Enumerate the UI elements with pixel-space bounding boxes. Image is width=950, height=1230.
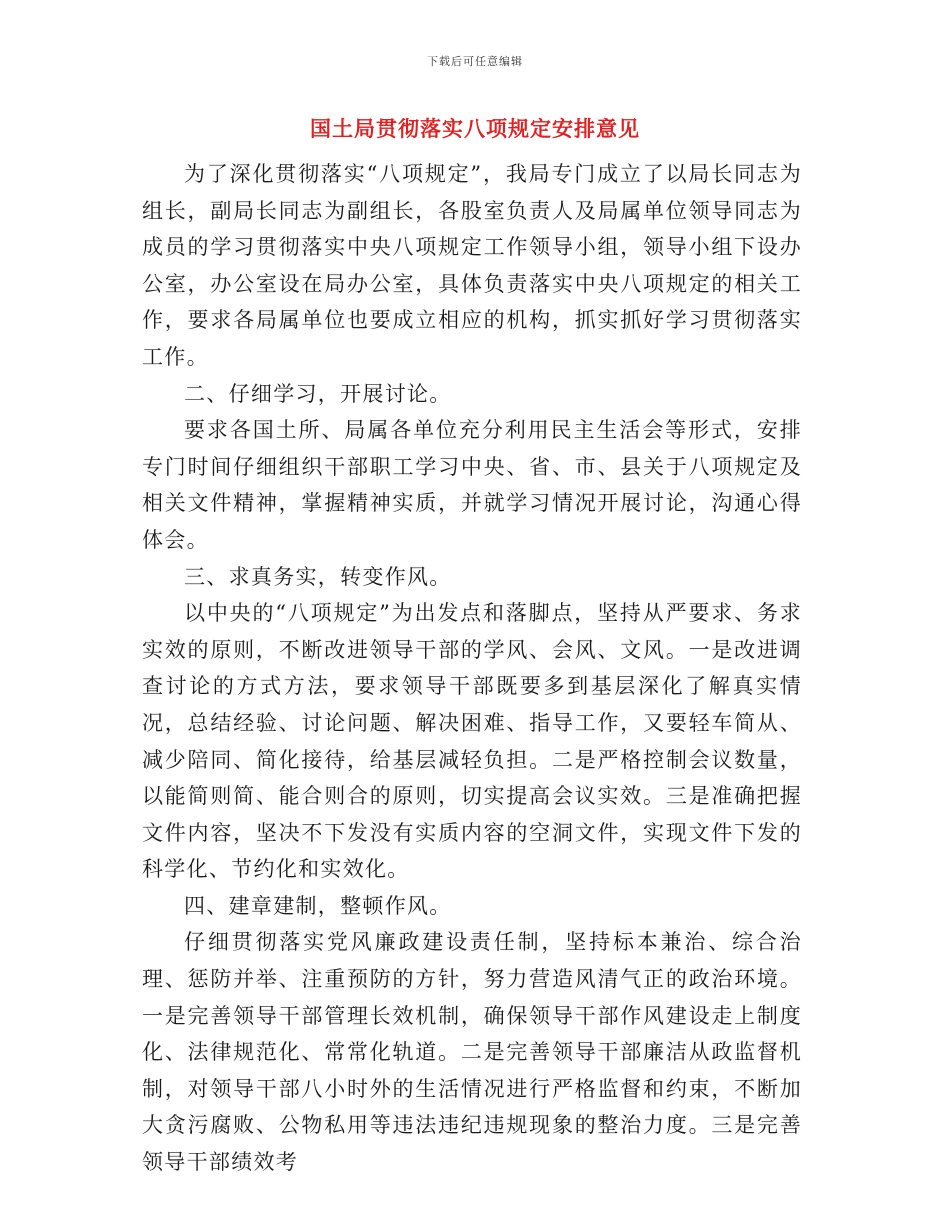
- header-note: 下载后可任意编辑: [427, 55, 523, 68]
- document-body: [142, 156, 802, 1181]
- section-heading-4: 四、建章建制，整顿作风。: [184, 893, 452, 918]
- paragraph-style: 以中央的“八项规定”为出发点和落脚点，坚持从严要求、务求实效的原则，不断改进领导干部的学风、会风、文风。一是改进调查讨论的方式方法，要求领导干部既要多到基层深化了解真实情况，总结经验、讨论问题、解决困难、指导工作，又要轻车简从、减少陪同、简化接待，给基层减轻负担。二是严格控制会议数量，以能简则简、能合则合的原则，切实提高会议实效。三是准确把握文件内容，坚决不下发没有实质内容的空洞文件，实现文件下发的科学化、节约化和实效化。: [142, 601, 802, 882]
- document-title: 国土局贯彻落实八项规定安排意见: [310, 116, 640, 141]
- section-heading-2: 二、仔细学习，开展讨论。: [184, 381, 452, 406]
- section-heading-3: 三、求真务实，转变作风。: [184, 564, 452, 589]
- paragraph-rules: 仔细贯彻落实党风廉政建设责任制，坚持标本兼治、综合治理、惩防并举、注重预防的方针，努力营造风清气正的政治环境。一是完善领导干部管理长效机制，确保领导干部作风建设走上制度化、法律规范化、常常化轨道。二是完善领导干部廉洁从政监督机制，对领导干部八小时外的生活情况进行严格监督和约束，不断加大贪污腐败、公物私用等违法违纪违规现象的整治力度。三是完善领导干部绩效考: [142, 930, 802, 1175]
- paragraph-intro: 为了深化贯彻落实“八项规定”，我局专门成立了以局长同志为组长，副局长同志为副组长，各股室负责人及局属单位领导同志为成员的学习贯彻落实中央八项规定工作领导小组，领导小组下设办公室，办公室设在局办公室，具体负责落实中央八项规定的相关工作，要求各局属单位也要成立相应的机构，抓实抓好学习贯彻落实工作。: [142, 162, 802, 369]
- paragraph-study: 要求各国土所、局属各单位充分利用民主生活会等形式，安排专门时间仔细组织干部职工学习中央、省、市、县关于八项规定及相关文件精神，掌握精神实质，并就学习情况开展讨论，沟通心得体会。: [142, 418, 802, 552]
